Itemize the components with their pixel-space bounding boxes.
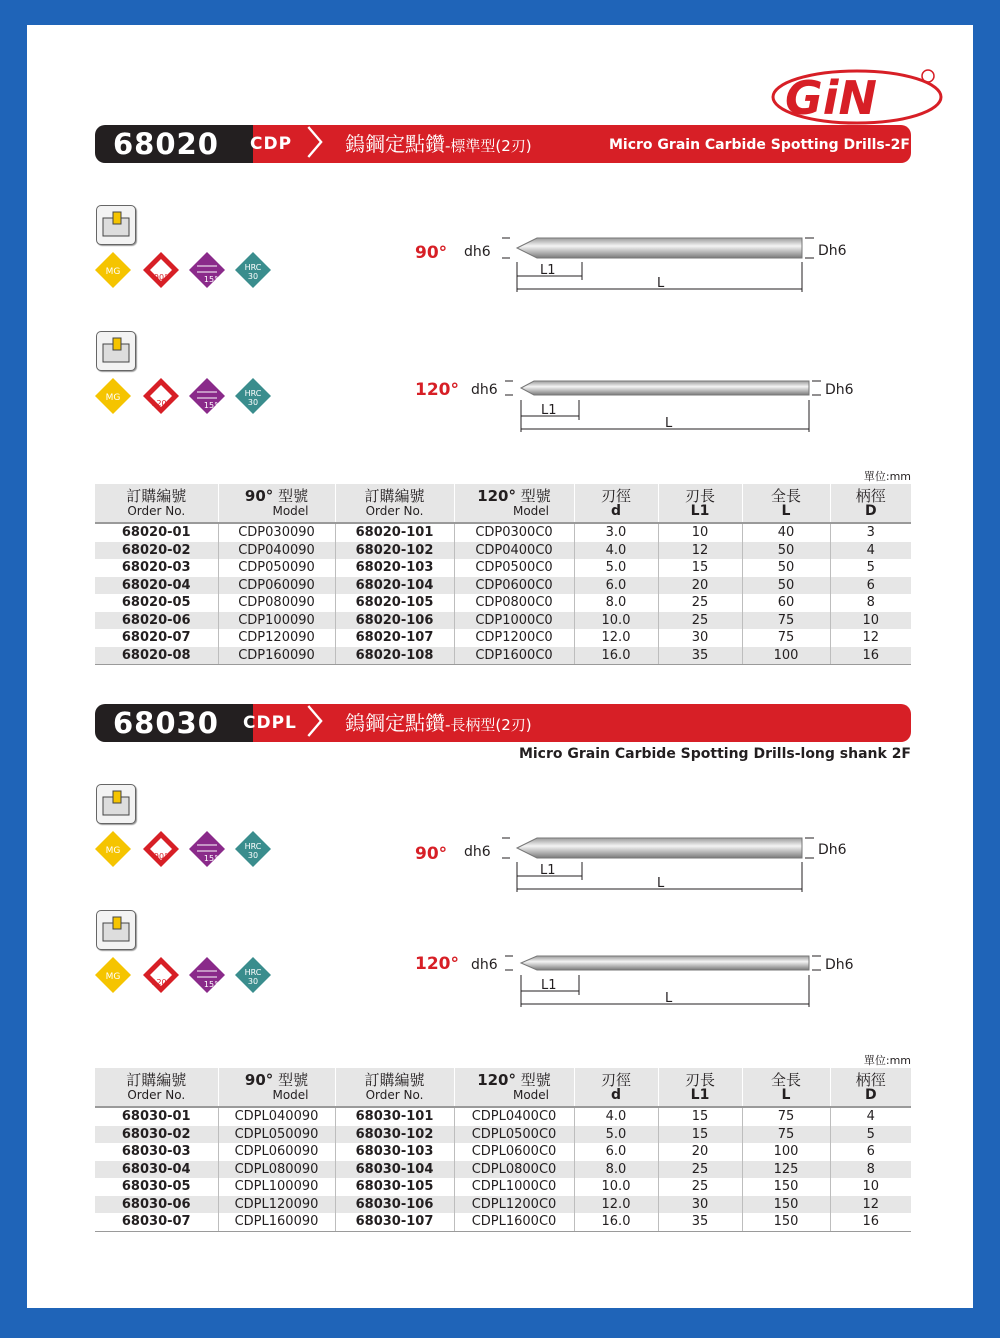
helix-15-badge: [189, 957, 225, 993]
hrc-30-badge: [235, 831, 271, 867]
table-row: [95, 1107, 911, 1126]
Dh-label: Dh6: [825, 957, 854, 973]
spec-badges-row: [95, 955, 275, 995]
col-l1: 刃長 L1: [658, 1068, 742, 1107]
table-cell: 12.0: [574, 1196, 658, 1214]
table-cell: CDP080090: [218, 594, 335, 612]
svg-text:30: 30: [247, 851, 259, 860]
chevron-icon: 〉: [307, 124, 340, 162]
unit-label: 單位:mm: [863, 470, 911, 483]
table-cell: CDPL1600C0: [454, 1213, 574, 1231]
table-row: [95, 523, 911, 542]
workpiece-icon: [96, 331, 136, 371]
table-cell: 68030-05: [121, 1179, 191, 1195]
table-header-row: [95, 1068, 911, 1107]
table-cell: 25: [658, 612, 742, 630]
table-cell: CDPL160090: [218, 1213, 335, 1231]
hrc-30-badge: [235, 957, 271, 993]
table-row: [95, 1161, 911, 1179]
table-cell: 68020-07: [121, 630, 191, 646]
svg-text:15°: 15°: [203, 854, 219, 863]
table-cell: 50: [742, 559, 830, 577]
col-model-120: 120° 型號 Model: [454, 1068, 574, 1107]
table-cell: CDP0800C0: [454, 594, 574, 612]
table-header-row: [95, 484, 911, 523]
table-cell: CDP0500C0: [454, 559, 574, 577]
table-cell: 6: [830, 577, 911, 595]
table-cell: 68030-02: [95, 1126, 218, 1144]
col-l1: 刃長 L1: [658, 484, 742, 523]
chevron-icon: 〉: [307, 703, 340, 741]
table-cell: 4: [830, 542, 911, 560]
table-cell: 68020-02: [95, 542, 218, 560]
table-cell: 68020-08: [95, 647, 218, 665]
svg-text:30: 30: [247, 977, 259, 986]
table-cell: 68020-104: [335, 577, 454, 595]
table-cell: CDPL120090: [218, 1196, 335, 1214]
table-cell: 16.0: [574, 647, 658, 665]
mg-badge: [95, 378, 131, 414]
table-row: [95, 1143, 911, 1161]
table-cell: 12.0: [574, 629, 658, 647]
col-order-no: 訂購編號 Order No.: [95, 484, 218, 523]
table-row: [95, 1126, 911, 1144]
table-cell: 68020-108: [335, 647, 454, 665]
angle-90-badge: [143, 252, 179, 288]
table-cell: CDP0400C0: [454, 542, 574, 560]
banner-wedge: [225, 125, 245, 163]
table-cell: CDPL0400C0: [454, 1107, 574, 1126]
angle-90-badge: [143, 831, 179, 867]
table-cell: 68030-104: [335, 1161, 454, 1179]
table-cell: 68020-06: [95, 612, 218, 630]
table-cell: 4.0: [574, 542, 658, 560]
table-cell: 68030-107: [335, 1213, 454, 1231]
table-cell: 75: [742, 1107, 830, 1126]
angle-label-120: 120°: [415, 380, 459, 400]
table-cell: 68030-03: [121, 1144, 191, 1160]
table-cell: 8.0: [574, 1161, 658, 1179]
table-cell: 10: [658, 523, 742, 542]
table-cell: 50: [742, 577, 830, 595]
table-cell: CDPL080090: [218, 1161, 335, 1179]
workpiece-icon: [96, 205, 136, 245]
table-cell: 8: [830, 1161, 911, 1179]
title-cn: 鎢鋼定點鑽-標準型(2刃): [345, 132, 532, 156]
table-cell: 16: [830, 647, 911, 665]
table-cell: CDPL050090: [218, 1126, 335, 1144]
table-cell: CDPL0500C0: [454, 1126, 574, 1144]
table-row: [95, 612, 911, 630]
table-cell: 68020-101: [335, 523, 454, 542]
table-cell: CDP100090: [218, 612, 335, 630]
table-cell: 10: [830, 1178, 911, 1196]
table-body: [95, 1107, 911, 1231]
table-cell: 68020-106: [335, 612, 454, 630]
table-cell: 35: [658, 647, 742, 665]
drill-drawing-120: [469, 370, 869, 440]
svg-text:MG: MG: [105, 972, 121, 982]
table-cell: CDPL1000C0: [454, 1178, 574, 1196]
table-cell: 12: [830, 1196, 911, 1214]
table-cell: 10.0: [574, 612, 658, 630]
col-model-90: 90° 型號 Model: [218, 484, 335, 523]
table-cell: CDPL040090: [218, 1107, 335, 1126]
table-cell: 125: [742, 1161, 830, 1179]
mg-badge: [95, 252, 131, 288]
table-cell: 4: [830, 1107, 911, 1126]
table-cell: 68020-03: [121, 560, 191, 576]
table-cell: 100: [742, 647, 830, 665]
angle-label-120: 120°: [415, 954, 459, 974]
col-d: 刃徑 d: [574, 1068, 658, 1107]
dh-label: dh6: [464, 244, 491, 260]
table-cell: 12: [830, 629, 911, 647]
table-cell: 68020-05: [121, 595, 191, 611]
table-cell: 15: [658, 559, 742, 577]
table-cell: 150: [742, 1178, 830, 1196]
table-row: [95, 1213, 911, 1231]
table-cell: CDP040090: [218, 542, 335, 560]
table-cell: 25: [658, 594, 742, 612]
svg-text:HRC: HRC: [244, 389, 262, 398]
dh-label: dh6: [464, 844, 491, 860]
title-en: Micro Grain Carbide Spotting Drills-2F: [609, 137, 910, 153]
svg-text:15°: 15°: [203, 401, 219, 410]
table-cell: 25: [658, 1161, 742, 1179]
spec-table-68020: [95, 484, 911, 665]
series-number: 68030: [95, 704, 253, 742]
svg-text:90°: 90°: [153, 273, 169, 282]
table-cell: 75: [742, 1126, 830, 1144]
svg-text:15°: 15°: [203, 275, 219, 284]
table-cell: 40: [742, 523, 830, 542]
table-cell: CDP160090: [218, 647, 335, 665]
dh-label: dh6: [471, 957, 498, 973]
table-cell: CDP0600C0: [454, 577, 574, 595]
table-cell: 15: [658, 1107, 742, 1126]
table-cell: CDP030090: [218, 523, 335, 542]
table-row: [95, 559, 911, 577]
table-cell: 20: [658, 1143, 742, 1161]
unit-label: 單位:mm: [863, 1054, 911, 1067]
angle-label-90: 90°: [415, 243, 448, 263]
table-row: [95, 542, 911, 560]
table-cell: 68020-105: [335, 594, 454, 612]
Dh-label: Dh6: [825, 382, 854, 398]
table-cell: 8.0: [574, 594, 658, 612]
hrc-30-badge: [235, 252, 271, 288]
banner-wedge: [225, 704, 245, 742]
title-cn: 鎢鋼定點鑽-長柄型(2刃): [345, 711, 532, 735]
svg-text:90°: 90°: [153, 852, 169, 861]
mg-badge: [95, 957, 131, 993]
L1-label: L1: [540, 863, 556, 878]
table-cell: 75: [742, 629, 830, 647]
Dh-label: Dh6: [818, 243, 847, 259]
col-order-no: 訂購編號 Order No.: [95, 1068, 218, 1107]
table-cell: 68030-07: [95, 1213, 218, 1231]
col-d: 刃徑 d: [574, 484, 658, 523]
table-cell: 68020-102: [335, 542, 454, 560]
table-cell: 68030-06: [95, 1196, 218, 1214]
helix-15-badge: [189, 831, 225, 867]
table-cell: 5.0: [574, 559, 658, 577]
gin-logo: [765, 59, 945, 131]
table-cell: 68030-106: [335, 1196, 454, 1214]
table-cell: 10: [830, 612, 911, 630]
table-row: [95, 647, 911, 665]
table-row: [95, 1178, 911, 1196]
table-cell: CDP1000C0: [454, 612, 574, 630]
L1-label: L1: [541, 403, 557, 418]
table-cell: 3.0: [574, 523, 658, 542]
angle-120-badge: [143, 957, 179, 993]
table-cell: 68030-103: [335, 1143, 454, 1161]
table-cell: CDP120090: [218, 629, 335, 647]
series-banner-68030: [95, 704, 911, 742]
svg-text:HRC: HRC: [244, 263, 262, 272]
table-cell: 68030-04: [95, 1161, 218, 1179]
table-cell: 4.0: [574, 1107, 658, 1126]
table-cell: CDP1600C0: [454, 647, 574, 665]
col-l: 全長 L: [742, 1068, 830, 1107]
col-model-120: 120° 型號 Model: [454, 484, 574, 523]
dh-label: dh6: [471, 382, 498, 398]
col-D: 柄徑 D: [830, 484, 911, 523]
svg-text:HRC: HRC: [244, 968, 262, 977]
svg-text:GiN: GiN: [785, 71, 878, 125]
title-en: Micro Grain Carbide Spotting Drills-long shank 2F: [518, 746, 911, 762]
table-cell: CDP060090: [218, 577, 335, 595]
svg-text:120°: 120°: [151, 399, 171, 408]
table-cell: 30: [658, 1196, 742, 1214]
series-banner-68020: [95, 125, 911, 163]
table-cell: 150: [742, 1196, 830, 1214]
svg-text:HRC: HRC: [244, 842, 262, 851]
drill-drawing-90: [462, 230, 862, 300]
table-cell: CDP050090: [218, 559, 335, 577]
table-cell: 68030-101: [335, 1107, 454, 1126]
helix-15-badge: [189, 378, 225, 414]
table-row: [95, 577, 911, 595]
svg-text:MG: MG: [105, 393, 121, 403]
svg-text:120°: 120°: [151, 978, 171, 987]
table-cell: 6.0: [574, 577, 658, 595]
series-number: 68020: [95, 125, 253, 163]
table-cell: 150: [742, 1213, 830, 1231]
workpiece-icon: [96, 910, 136, 950]
table-cell: 68030-102: [335, 1126, 454, 1144]
col-D: 柄徑 D: [830, 1068, 911, 1107]
Dh-label: Dh6: [818, 842, 847, 858]
table-cell: 68020-01: [121, 525, 191, 541]
hrc-30-badge: [235, 378, 271, 414]
series-code: CDP: [250, 134, 293, 154]
table-cell: 10.0: [574, 1178, 658, 1196]
spec-badges-row: [95, 250, 275, 290]
spec-badges-row: [95, 829, 275, 869]
table-cell: 75: [742, 612, 830, 630]
catalog-page: [27, 25, 973, 1308]
table-cell: 3: [830, 523, 911, 542]
table-row: [95, 629, 911, 647]
angle-120-badge: [143, 378, 179, 414]
svg-text:MG: MG: [105, 267, 121, 277]
table-cell: 30: [658, 629, 742, 647]
table-cell: 16: [830, 1213, 911, 1231]
table-cell: 68020-04: [95, 577, 218, 595]
table-cell: CDPL1200C0: [454, 1196, 574, 1214]
table-cell: 68020-103: [335, 559, 454, 577]
L-label: L: [665, 416, 673, 431]
table-cell: 12: [658, 542, 742, 560]
table-cell: 68030-01: [121, 1109, 191, 1125]
table-cell: 16.0: [574, 1213, 658, 1231]
table-cell: 20: [658, 577, 742, 595]
table-cell: 68030-105: [335, 1178, 454, 1196]
L1-label: L1: [540, 263, 556, 278]
spec-table-68030: [95, 1068, 911, 1232]
table-cell: 50: [742, 542, 830, 560]
table-row: [95, 594, 911, 612]
svg-text:30: 30: [247, 398, 259, 407]
L1-label: L1: [541, 978, 557, 993]
table-cell: CDP1200C0: [454, 629, 574, 647]
svg-text:MG: MG: [105, 846, 121, 856]
table-cell: CDPL060090: [218, 1143, 335, 1161]
workpiece-icon: [96, 784, 136, 824]
table-body: [95, 523, 911, 665]
col-model-90: 90° 型號 Model: [218, 1068, 335, 1107]
drill-drawing-90: [462, 828, 862, 898]
table-cell: 5.0: [574, 1126, 658, 1144]
L-label: L: [665, 991, 673, 1006]
table-cell: 6: [830, 1143, 911, 1161]
L-label: L: [657, 276, 665, 291]
col-order-no-120: 訂購編號 Order No.: [335, 484, 454, 523]
table-cell: 5: [830, 559, 911, 577]
table-cell: CDP0300C0: [454, 523, 574, 542]
table-cell: 25: [658, 1178, 742, 1196]
spec-badges-row: [95, 376, 275, 416]
table-cell: CDPL100090: [218, 1178, 335, 1196]
table-cell: CDPL0800C0: [454, 1161, 574, 1179]
table-cell: CDPL0600C0: [454, 1143, 574, 1161]
table-cell: 5: [830, 1126, 911, 1144]
table-cell: 15: [658, 1126, 742, 1144]
helix-15-badge: [189, 252, 225, 288]
table-cell: 35: [658, 1213, 742, 1231]
drill-drawing-120: [469, 945, 869, 1015]
table-cell: 100: [742, 1143, 830, 1161]
col-l: 全長 L: [742, 484, 830, 523]
angle-label-90: 90°: [415, 844, 448, 864]
series-code: CDPL: [243, 713, 297, 733]
table-cell: 60: [742, 594, 830, 612]
table-row: [95, 1196, 911, 1214]
L-label: L: [657, 876, 665, 891]
col-order-no-120: 訂購編號 Order No.: [335, 1068, 454, 1107]
svg-text:30: 30: [247, 272, 259, 281]
table-cell: 68020-107: [335, 629, 454, 647]
svg-text:15°: 15°: [203, 980, 219, 989]
table-cell: 8: [830, 594, 911, 612]
mg-badge: [95, 831, 131, 867]
table-cell: 6.0: [574, 1143, 658, 1161]
